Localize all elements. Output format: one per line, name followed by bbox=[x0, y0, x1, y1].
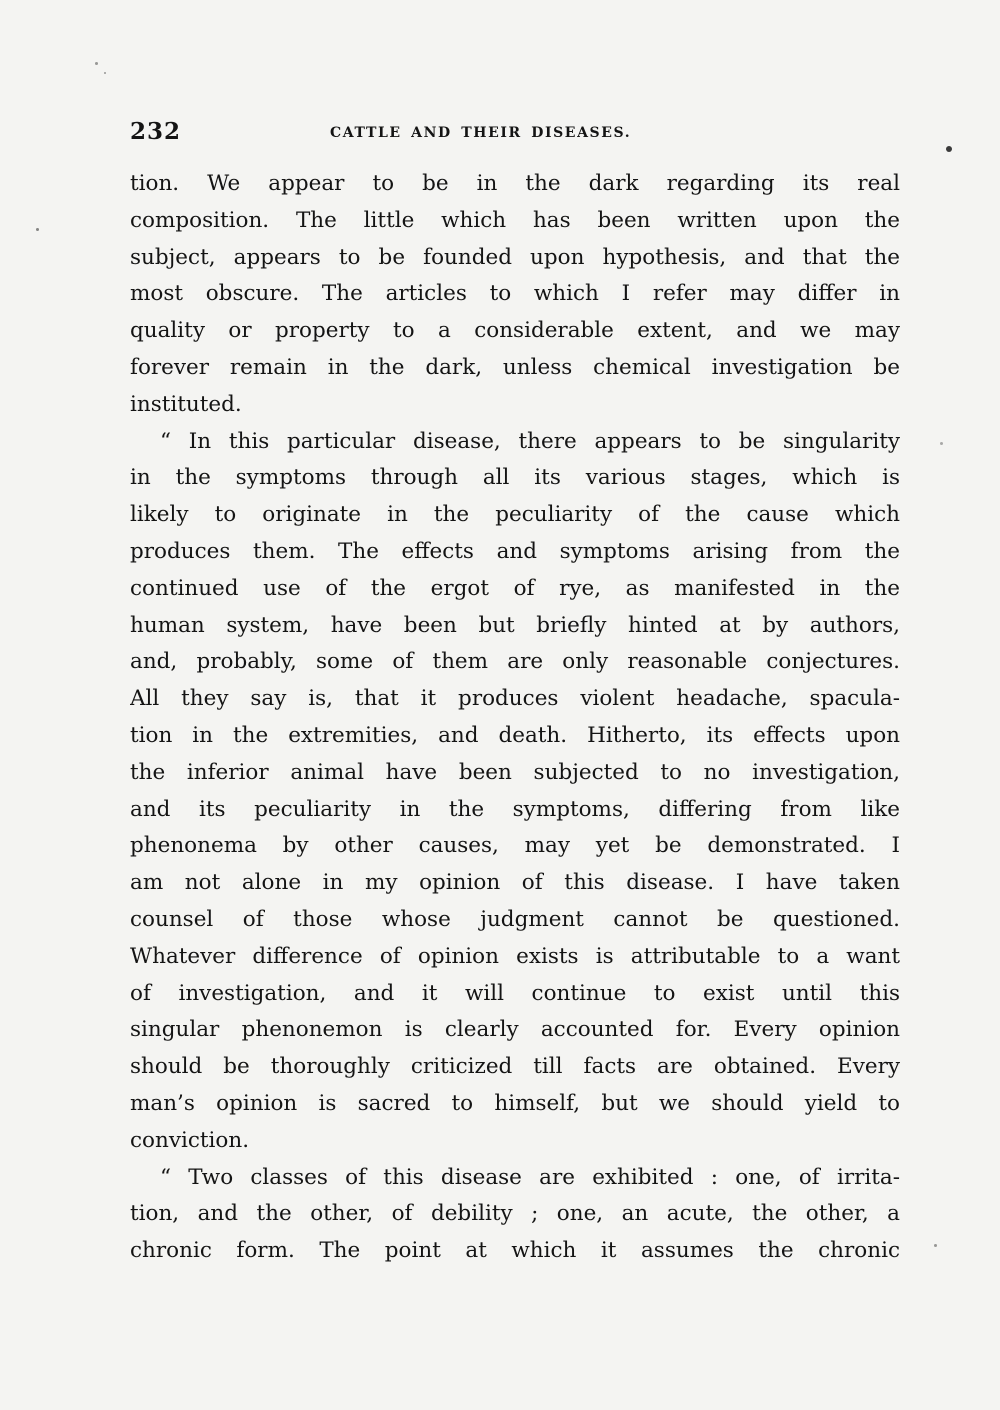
text-line: human system, have been but briefly hinted at by authors, bbox=[130, 612, 900, 638]
page-number: 232 bbox=[130, 118, 182, 145]
paragraph-2 bbox=[130, 424, 900, 1160]
scan-speck bbox=[940, 442, 943, 445]
text-line: subject, appears to be founded upon hypothesis, and that the bbox=[130, 244, 900, 270]
text-line: All they say is, that it produces violent headache, spacula- bbox=[130, 686, 900, 712]
text-line: “ Two classes of this disease are exhibited : one, of irrita- bbox=[160, 1164, 900, 1190]
scan-speck bbox=[36, 228, 39, 231]
text-line: phenonema by other causes, may yet be demonstrated. I bbox=[130, 833, 900, 859]
text-line: likely to originate in the peculiarity of the cause which bbox=[130, 502, 900, 528]
text-line: tion. We appear to be in the dark regarding its real bbox=[130, 171, 900, 196]
text-line: conviction. bbox=[130, 1127, 250, 1153]
scan-speck bbox=[946, 146, 952, 152]
paragraph-1 bbox=[130, 166, 900, 424]
scan-speck bbox=[95, 62, 98, 65]
text-line: tion, and the other, of debility ; one, an acute, the other, a bbox=[130, 1201, 900, 1227]
text-line: of investigation, and it will continue to exist until this bbox=[130, 980, 900, 1006]
page-header bbox=[130, 118, 900, 154]
text-line: instituted. bbox=[130, 391, 242, 417]
text-line: tion in the extremities, and death. Hitherto, its effects upon bbox=[130, 722, 900, 748]
text-line: am not alone in my opinion of this disease. I have taken bbox=[130, 870, 900, 896]
running-title: CATTLE AND THEIR DISEASES. bbox=[330, 125, 632, 141]
text-line: produces them. The effects and symptoms arising from the bbox=[130, 538, 900, 564]
text-line: the inferior animal have been subjected to no investigation, bbox=[130, 759, 900, 785]
text-line: singular phenonemon is clearly accounted for. Every opinion bbox=[130, 1017, 900, 1043]
text-line: chronic form. The point at which it assumes the chronic bbox=[130, 1238, 900, 1264]
text-line: composition. The little which has been written upon the bbox=[130, 207, 900, 233]
text-line: in the symptoms through all its various stages, which is bbox=[130, 465, 900, 491]
scan-speck bbox=[934, 1244, 937, 1247]
text-line: Whatever difference of opinion exists is attributable to a want bbox=[130, 943, 900, 969]
text-line: most obscure. The articles to which I refer may differ in bbox=[130, 281, 900, 307]
text-line: “ In this particular disease, there appears to be singularity bbox=[160, 428, 900, 454]
text-line: man’s opinion is sacred to himself, but we should yield to bbox=[130, 1090, 900, 1116]
text-line: continued use of the ergot of rye, as manifested in the bbox=[130, 575, 900, 601]
body-text bbox=[130, 166, 900, 1270]
scan-speck bbox=[104, 72, 106, 74]
paragraph-3 bbox=[130, 1160, 900, 1270]
text-line: forever remain in the dark, unless chemical investigation be bbox=[130, 354, 900, 380]
text-line: and, probably, some of them are only reasonable conjectures. bbox=[130, 649, 900, 675]
text-line: should be thoroughly criticized till facts are obtained. Every bbox=[130, 1054, 900, 1080]
text-line: and its peculiarity in the symptoms, differing from like bbox=[130, 796, 900, 822]
text-line: quality or property to a considerable extent, and we may bbox=[130, 318, 900, 344]
text-line: counsel of those whose judgment cannot be questioned. bbox=[130, 906, 900, 932]
